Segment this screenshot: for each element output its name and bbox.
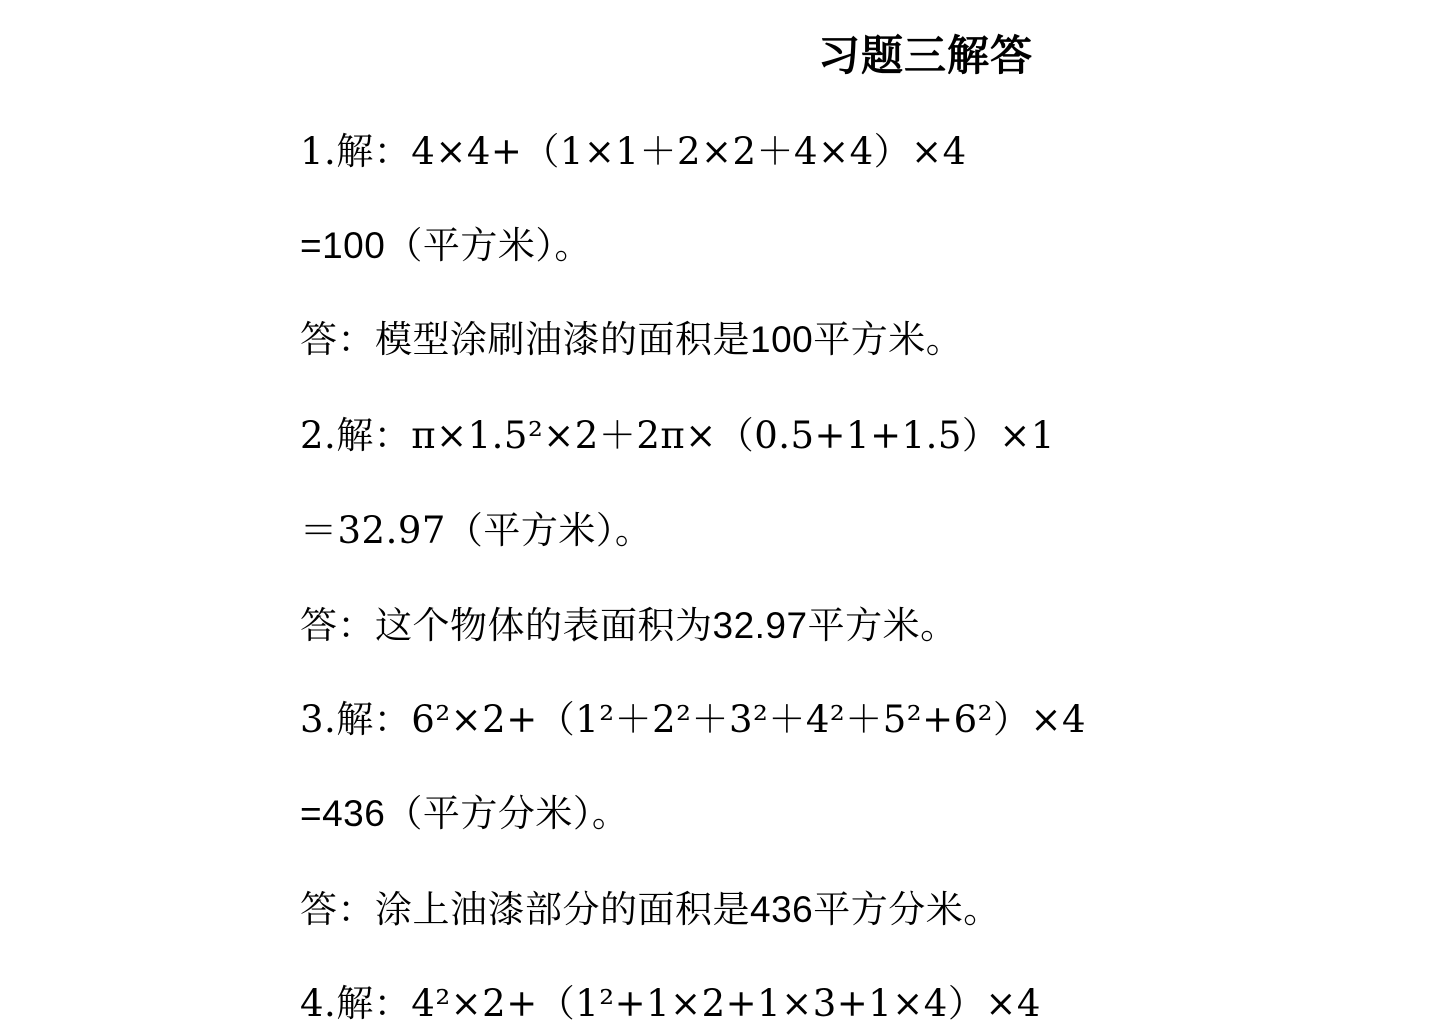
page-title: 习题三解答 [818,31,1034,80]
solution-2-answer: 答：这个物体的表面积为32.97平方米。 [300,605,958,646]
solution-3-answer: 答：涂上油漆部分的面积是436平方分米。 [300,889,1001,930]
solution-2-step-1: 2.解：π×1.5²×2＋2π×（0.5+1+1.5）×1 [300,414,1055,457]
solution-1-result: =100（平方米）。 [300,225,592,266]
solution-3-step-1: 3.解：6²×2+（1²＋2²＋3²＋4²＋5²+6²）×4 [300,698,1087,741]
solution-4-step-1: 4.解：4²×2+（1²+1×2+1×3+1×4）×4 [300,982,1041,1025]
solution-1-step-1: 1.解：4×4+（1×1＋2×2＋4×4）×4 [300,130,967,173]
solution-1-answer: 答：模型涂刷油漆的面积是100平方米。 [300,319,964,360]
solution-2-result: ＝32.97（平方米）。 [300,509,653,552]
solution-3-result: =436（平方分米）。 [300,793,630,834]
